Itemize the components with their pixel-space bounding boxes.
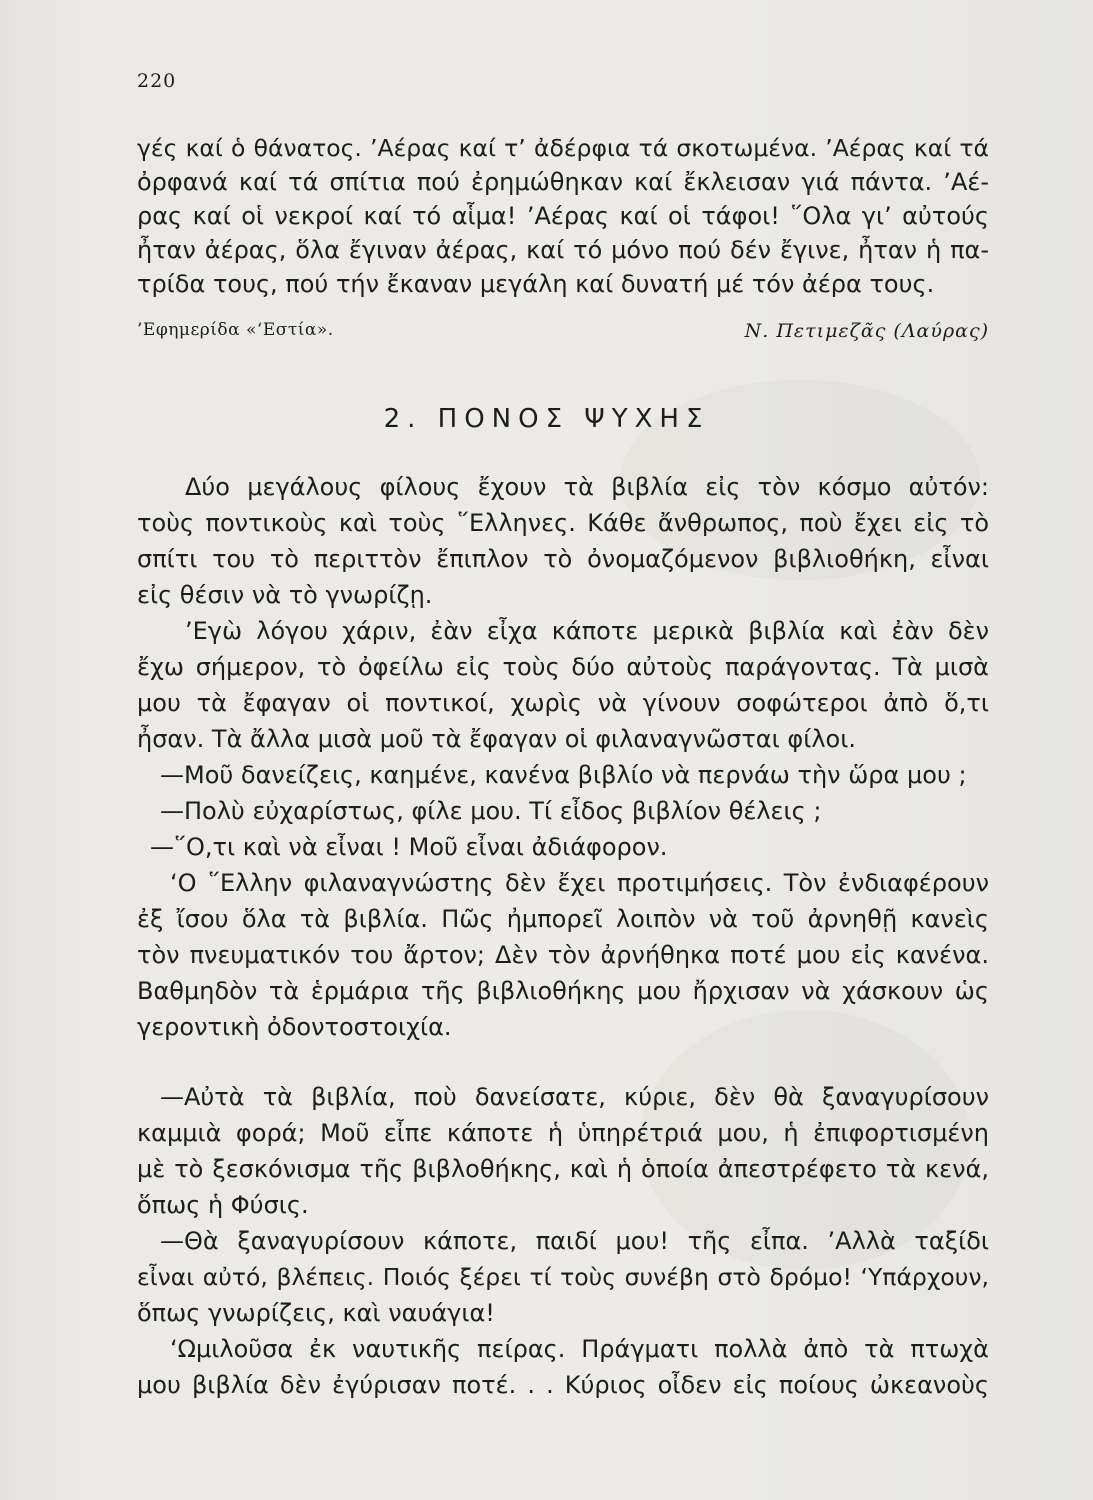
text-line: ὀρφανά καί τά σπίτια πού ἐρημώθηκαν καί ἔκλεισαν γιά πάντα. ’Αέ- (137, 168, 989, 196)
text-line: Δύο μεγάλους φίλους ἔχουν τὰ βιβλία εἰς τὸν κόσμο αὐτόν: (185, 473, 989, 501)
text-line: ὅπως ἡ Φύσις. (137, 1191, 309, 1219)
text-line: ’Εγὼ λόγου χάριν, ἐὰν εἶχα κάποτε μερικὰ βιβλία καὶ ἐὰν δὲν (185, 617, 989, 645)
text-line: γές καί ὁ θάνατος. ’Αέρας καί τ’ ἀδέρφια τά σκοτωμένα. ’Αέρας καί τά (137, 134, 989, 162)
text-line: τρίδα τους, πού τήν ἔκαναν μεγάλη καί δυνατή μέ τόν ἀέρα τους. (137, 270, 935, 298)
text-line: ἐξ ἴσου ὅλα τὰ βιβλία. Πῶς ἠμπορεῖ λοιπὸν νὰ τοῦ ἀρνηθῇ κανεὶς (137, 905, 989, 933)
text-line: μου βιβλία δὲν ἐγύρισαν ποτέ. . . Κύριος οἶδεν εἰς ποίους ὠκεανοὺς (137, 1371, 989, 1399)
page-number: 220 (137, 70, 177, 92)
text-line: μου τὰ ἔφαγαν οἱ ποντικοί, χωρὶς νὰ γίνουν σοφώτεροι ἀπὸ ὅ,τι (137, 689, 989, 717)
text-line: ἔχω σήμερον, τὸ ὀφείλω εἰς τοὺς δύο αὐτοὺς παράγοντας. Τὰ μισὰ (137, 653, 989, 681)
text-line: εἶναι αὐτό, βλέπεις. Ποιός ξέρει τί τοὺς συνέβη στὸ δρόμο! ‘Υπάρχουν, (137, 1263, 989, 1291)
citation (137, 320, 989, 350)
text-line: τὸν πνευματικόν του ἄρτον; Δὲν τὸν ἀρνήθηκα ποτέ μου εἰς κανένα. (137, 941, 989, 969)
text-line: ρας καί οἱ νεκροί καί τό αἷμα! ’Αέρας καί οἱ τάφοι! ῞Ολα γι’ αὐτούς (137, 202, 989, 230)
author: Ν. Πετιμεζᾶς (Λαύρας) (744, 320, 989, 342)
dialogue-line: —Αὐτὰ τὰ βιβλία, ποὺ δανείσατε, κύριε, δὲν θὰ ξαναγυρίσουν (160, 1083, 989, 1111)
text-line: γεροντικὴ ὀδοντοστοιχία. (137, 1013, 452, 1041)
text-line: ὅπως γνωρίζεις, καὶ ναυάγια! (137, 1299, 495, 1327)
text-line: εἰς θέσιν νὰ τὸ γνωρίζῃ. (137, 581, 433, 609)
text-line: τοὺς ποντικοὺς καὶ τοὺς ῞Ελληνες. Κάθε ἄνθρωπος, ποὺ ἔχει εἰς τὸ (137, 509, 989, 537)
dialogue-line: —Πολὺ εὐχαρίστως, φίλε μου. Τί εἶδος βιβλίον θέλεις ; (160, 797, 822, 825)
text-line: μὲ τὸ ξεσκόνισμα τῆς βιβλοθήκης, καὶ ἡ ὁποία ἀπεστρέφετο τὰ κενά, (137, 1155, 989, 1183)
dialogue-line: —Θὰ ξαναγυρίσουν κάποτε, παιδί μου! τῆς εἶπα. ’Αλλὰ ταξίδι (160, 1227, 989, 1255)
source: ’Εφημερίδα «‘Εστία». (137, 320, 334, 340)
dialogue-line: —῞Ο,τι καὶ νὰ εἶναι ! Μοῦ εἶναι ἀδιάφορον. (150, 833, 668, 861)
text-line: ‘Ωμιλοῦσα ἐκ ναυτικῆς πείρας. Πράγματι πολλὰ ἀπὸ τὰ πτωχὰ (170, 1335, 989, 1363)
text-line: ἦταν ἀέρας, ὅλα ἔγιναν ἀέρας, καί τό μόνο πού δέν ἔγινε, ἦταν ἡ πα- (137, 236, 989, 264)
text-line: Βαθμηδὸν τὰ ἑρμάρια τῆς βιβλιοθήκης μου ἤρχισαν νὰ χάσκουν ὡς (137, 977, 989, 1005)
dialogue-line: —Μοῦ δανείζεις, καημένε, κανένα βιβλίο νὰ περνάω τὴν ὥρα μου ; (160, 761, 967, 789)
text-line: ἦσαν. Τὰ ἄλλα μισὰ μοῦ τὰ ἔφαγαν οἱ φιλαναγνῶσται φίλοι. (137, 725, 856, 753)
section-title: 2. ΠΟΝΟΣ ΨΥΧΗΣ (383, 404, 710, 434)
text-line: σπίτι του τὸ περιττὸν ἔπιπλον τὸ ὀνομαζόμενον βιβλιοθήκη, εἶναι (137, 545, 989, 573)
text-line: καμμιὰ φορά; Μοῦ εἶπε κάποτε ἡ ὑπηρέτριά μου, ἡ ἐπιφορτισμένη (137, 1119, 989, 1147)
text-line: ‘Ο ῞Ελλην φιλαναγνώστης δὲν ἔχει προτιμήσεις. Τὸν ἐνδιαφέρουν (170, 869, 989, 897)
